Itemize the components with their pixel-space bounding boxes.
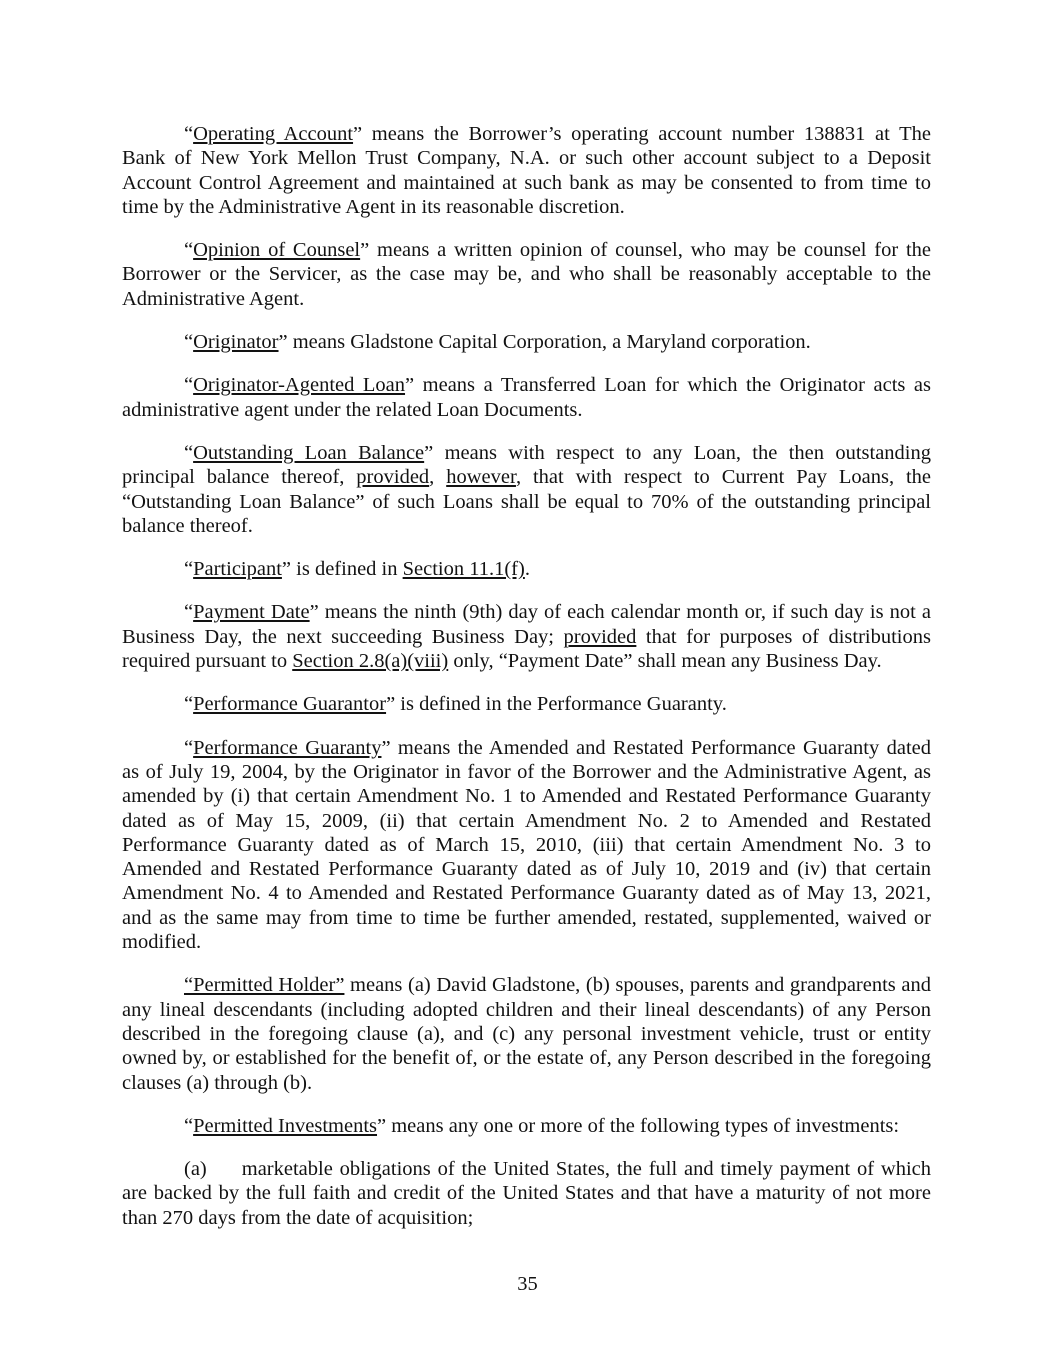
page-number: 35 [517, 1273, 538, 1295]
cross-reference: Section 11.1(f) [402, 558, 525, 581]
text-run: ” is defined in [281, 558, 403, 581]
defined-term: Performance Guaranty [193, 736, 382, 759]
text-run: marketable obligations of the United States, the full and timely payment of which are backed by the full faith and credit of the United States and that have a maturity of not more than 270 days from the date of acquisition; [122, 1158, 931, 1229]
defined-term: Performance Guarantor [193, 693, 387, 716]
text-run: ” means Gladstone Capital Corporation, a Maryland corporation. [278, 331, 811, 354]
paragraph [122, 557, 931, 581]
paragraph [122, 1114, 931, 1138]
text-run: “ [184, 558, 194, 581]
proviso-term: provided [563, 625, 637, 648]
text-run: “ [184, 239, 194, 262]
text-run: “ [184, 1114, 194, 1137]
cross-reference: Section 2.8(a)(viii) [292, 650, 449, 673]
paragraph [122, 973, 931, 1094]
proviso-term: provided [356, 466, 430, 489]
text-run: ” means the ninth (9th) day of each calendar month or, if such day is not a Business Day, the next succeeding Business Day; [122, 601, 931, 648]
paragraph [122, 1157, 931, 1230]
text-run: ” means the Amended and Restated Performance Guaranty dated as of July 19, 2004, by the Originator in favor of the Borrower and the Administrative Agent, as amended by (i) that certain Amendment No. 1 to Amended and Restated Performance Guaranty dated as of May 15, 2009, (ii) that certain Amendment No. 2 to Amended and Restated Performance Guaranty dated as of March 15, 2010, (iii) that certain Amendment No. 3 to Amended and Restated Performance Guaranty dated as of July 10, 2019 and (iv) that certain Amendment No. 4 to Amended and Restated Performance Guaranty dated as of May 13, 2021, and as the same may from time to time be further amended, restated, supplemented, waived or modified. [122, 736, 931, 954]
defined-term: Originator [193, 331, 279, 354]
text-run: “ [184, 601, 194, 624]
text-run: ” means any one or more of the following types of investments: [377, 1114, 900, 1137]
text-run: ” means with respect to any Loan, the then outstanding principal balance thereof, [122, 441, 931, 489]
paragraph [122, 373, 931, 422]
text-run: ” means a Transferred Loan for which the Originator acts as administrative agent under the related Loan Documents. [122, 374, 931, 421]
defined-term: “Permitted Holder” [184, 974, 345, 997]
defined-term: Outstanding Loan Balance [193, 441, 425, 464]
text-run: “ [184, 441, 194, 464]
paragraph [122, 122, 931, 219]
paragraph [122, 692, 931, 716]
defined-term: Opinion of Counsel [193, 239, 361, 262]
text-run: only, “Payment Date” shall mean any Business Day. [448, 650, 882, 673]
paragraph [122, 600, 931, 673]
text-run: , [429, 466, 447, 489]
defined-term: Operating Account [193, 123, 354, 145]
text-run: , that with respect to Current Pay Loans, the “Outstanding Loan Balance” of such Loans shall be equal to 70% of the outstanding principal balance thereof. [122, 466, 931, 537]
text-run: ” is defined in the Performance Guaranty. [386, 693, 727, 716]
text-run: . [524, 558, 530, 581]
text-run: “ [184, 736, 194, 759]
text-run: means (a) David Gladstone, (b) spouses, parents and grandparents and any lineal descendants (including adopted children and their lineal descendants) of any Person described in the foregoing clause (a), and (c) any personal investment vehicle, trust or entity owned by, or established for the benefit of, or the estate of, any Person described in the foregoing clauses (a) through (b). [122, 974, 931, 1094]
proviso-term: however [446, 466, 516, 489]
text-run: “ [184, 374, 194, 397]
text-run: “ [184, 693, 194, 716]
document-body [122, 122, 931, 1230]
text-run: “ [184, 331, 194, 354]
defined-term: Permitted Investments [193, 1114, 378, 1137]
defined-term: Participant [193, 558, 282, 581]
paragraph [122, 441, 931, 538]
defined-term: Payment Date [193, 601, 310, 624]
paragraph [122, 736, 931, 955]
paragraph [122, 238, 931, 311]
defined-term: Originator-Agented Loan [193, 374, 406, 397]
text-run: “ [184, 123, 194, 145]
text-run: ” means the Borrower’s operating account number 138831 at The Bank of New York Mellon Trust Company, N.A. or such other account subject to a Deposit Account Control Agreement and maintained at such bank as may be consented to from time to time by the Administrative Agent in its reasonable discretion. [122, 123, 931, 218]
text-run: that for purposes of distributions required pursuant to [122, 625, 931, 673]
paragraph [122, 330, 931, 354]
text-run: ” means a written opinion of counsel, who may be counsel for the Borrower or the Servicer, as the case may be, and who shall be reasonably acceptable to the Administrative Agent. [122, 239, 931, 310]
list-item-marker: (a) [184, 1158, 207, 1181]
